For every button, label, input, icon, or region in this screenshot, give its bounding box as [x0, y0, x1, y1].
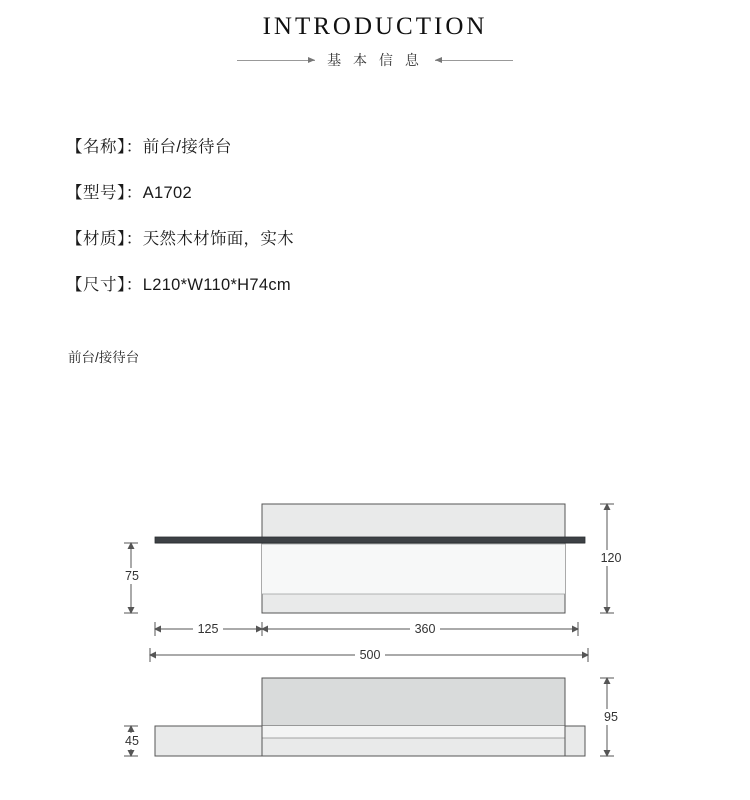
dim-segment-2-label: 360 [414, 622, 436, 636]
spec-list [66, 124, 750, 308]
dim-front-left [118, 543, 146, 613]
spec-value: 前台/接待台 [142, 138, 232, 156]
dim-front-total [150, 647, 588, 663]
dim-segment-1-label: 125 [197, 622, 219, 636]
dim-side-right-label: 95 [604, 710, 618, 724]
spec-value: L210*W110*H74cm [142, 276, 291, 294]
subtitle-row [0, 50, 750, 70]
spec-value: A1702 [142, 184, 192, 202]
dim-side-left [118, 726, 146, 756]
spec-label: 【尺寸】： [66, 276, 143, 294]
dim-front-right [596, 504, 626, 613]
spec-label: 【名称】： [66, 138, 143, 156]
drawing-caption: 前台/接待台 [68, 350, 140, 365]
list-item [66, 170, 750, 216]
technical-drawing [0, 380, 750, 748]
page-title: INTRODUCTION [262, 13, 488, 40]
decor-line-right-icon [435, 60, 513, 61]
dim-side-right [596, 678, 626, 756]
front-view-group [155, 504, 585, 613]
dim-front-left-label: 75 [125, 569, 139, 583]
dim-front-segments [155, 621, 578, 637]
list-item [66, 124, 750, 170]
list-item [66, 262, 750, 308]
dim-front-right-label: 120 [600, 551, 622, 565]
spec-label: 【型号】： [66, 184, 143, 202]
list-item [66, 216, 750, 262]
page-subtitle: 基 本 信 息 [327, 52, 423, 68]
decor-line-left-icon [237, 60, 315, 61]
side-view-group [155, 678, 585, 756]
spec-value: 天然木材饰面，实木 [142, 230, 294, 248]
spec-label: 【材质】： [66, 230, 143, 248]
dim-total-label: 500 [359, 648, 381, 662]
dim-side-left-label: 45 [125, 734, 139, 748]
page-header [0, 0, 750, 70]
